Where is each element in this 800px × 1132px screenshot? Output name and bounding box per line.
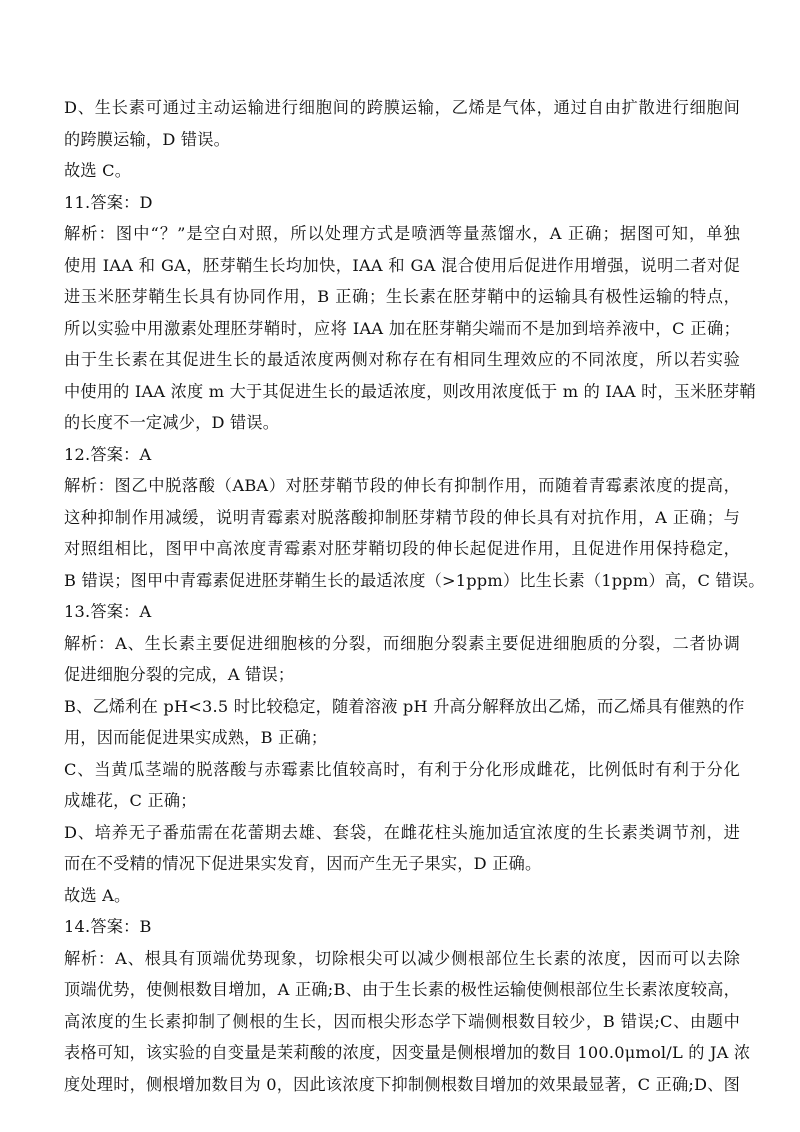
text-line: B 错误；图甲中青霉素促进胚芽鞘生长的最适浓度（>1ppm）比生长素（1ppm）高，C 错误。 <box>64 570 765 590</box>
text-line: 解析：图乙中脱落酸（ABA）对胚芽鞘节段的伸长有抑制作用，而随着青霉素浓度的提高， <box>64 476 740 495</box>
document-page <box>64 92 765 1100</box>
text-line: 度处理时，侧根增加数目为 0，因此该浓度下抑制侧根数目增加的效果最显著，C 正确;D、图 <box>64 1074 740 1094</box>
text-line: C、当黄瓜茎端的脱落酸与赤霉素比值较高时，有利于分化形成雌花，比例低时有利于分化 <box>64 759 740 779</box>
text-line: 表格可知，该实验的自变量是茉莉酸的浓度，因变量是侧根增加的数目 100.0μmol/L 的 JA 浓 <box>64 1043 751 1062</box>
text-line: 对照组相比，图甲中高浓度青霉素对胚芽鞘切段的伸长起促进作用，且促进作用保持稳定， <box>64 539 740 558</box>
text-line: 13.答案：A <box>64 602 152 621</box>
text-line: 促进细胞分裂的完成，A 错误； <box>64 665 295 684</box>
text-line: 所以实验中用激素处理胚芽鞘时，应将 IAA 加在胚芽鞘尖端而不是加到培养液中，C 正确； <box>64 318 740 338</box>
text-line: 故选 A。 <box>64 885 131 905</box>
text-line: 解析：图中“？”是空白对照，所以处理方式是喷洒等量蒸馏水，A 正确；据图可知，单独 <box>64 224 740 243</box>
text-line: 成雄花，C 正确； <box>64 791 197 810</box>
text-line: 12.答案：A <box>64 444 152 464</box>
text-line: D、生长素可通过主动运输进行细胞间的跨膜运输，乙烯是气体，通过自由扩散进行细胞间 <box>64 98 740 117</box>
text-line: 的跨膜运输，D 错误。 <box>64 129 231 149</box>
text-line: D、培养无子番茄需在花蕾期去雄、套袋，在雌花柱头施加适宜浓度的生长素类调节剂，进 <box>64 822 740 842</box>
text-line: 高浓度的生长素抑制了侧根的生长，因而根尖形态学下端侧根数目较少，B 错误;C、由题中 <box>64 1011 740 1031</box>
text-line: 使用 IAA 和 GA，胚芽鞘生长均加快，IAA 和 GA 混合使用后促进作用增强，说明二者对促 <box>64 255 740 275</box>
text-line: 的长度不一定减少，D 错误。 <box>64 413 280 432</box>
text-line: B、乙烯利在 pH<3.5 时比较稳定，随着溶液 pH 升高分解释放出乙烯，而乙烯具有催熟的作 <box>64 696 745 716</box>
text-line: 由于生长素在其促进生长的最适浓度两侧对称存在有相同生理效应的不同浓度，所以若实验 <box>64 350 740 369</box>
text-line: 解析：A、生长素主要促进细胞核的分裂，而细胞分裂素主要促进细胞质的分裂，二者协调 <box>64 633 740 653</box>
text-line: 解析：A、根具有顶端优势现象，切除根尖可以减少侧根部位生长素的浓度，因而可以去除 <box>64 948 740 968</box>
text-line: 这种抑制作用减缓，说明青霉素对脱落酸抑制胚芽精节段的伸长具有对抗作用，A 正确；与 <box>64 507 740 527</box>
text-line: 而在不受精的情况下促进果实发育，因而产生无子果实，D 正确。 <box>64 854 542 873</box>
text-line: 14.答案：B <box>64 917 152 936</box>
text-line: 进玉米胚芽鞘生长具有协同作用，B 正确；生长素在胚芽鞘中的运输具有极性运输的特点， <box>64 287 740 306</box>
text-line: 故选 C。 <box>64 161 132 180</box>
text-line: 用，因而能促进果实成熟，B 正确； <box>64 728 328 747</box>
text-line: 顶端优势，使侧根数目增加，A 正确;B、由于生长素的极性运输使侧根部位生长素浓度较高， <box>64 980 740 999</box>
text-line: 11.答案：D <box>64 192 153 212</box>
text-line: 中使用的 IAA 浓度 m 大于其促进生长的最适浓度，则改用浓度低于 m 的 IAA 时，玉米胚芽鞘 <box>64 381 756 401</box>
